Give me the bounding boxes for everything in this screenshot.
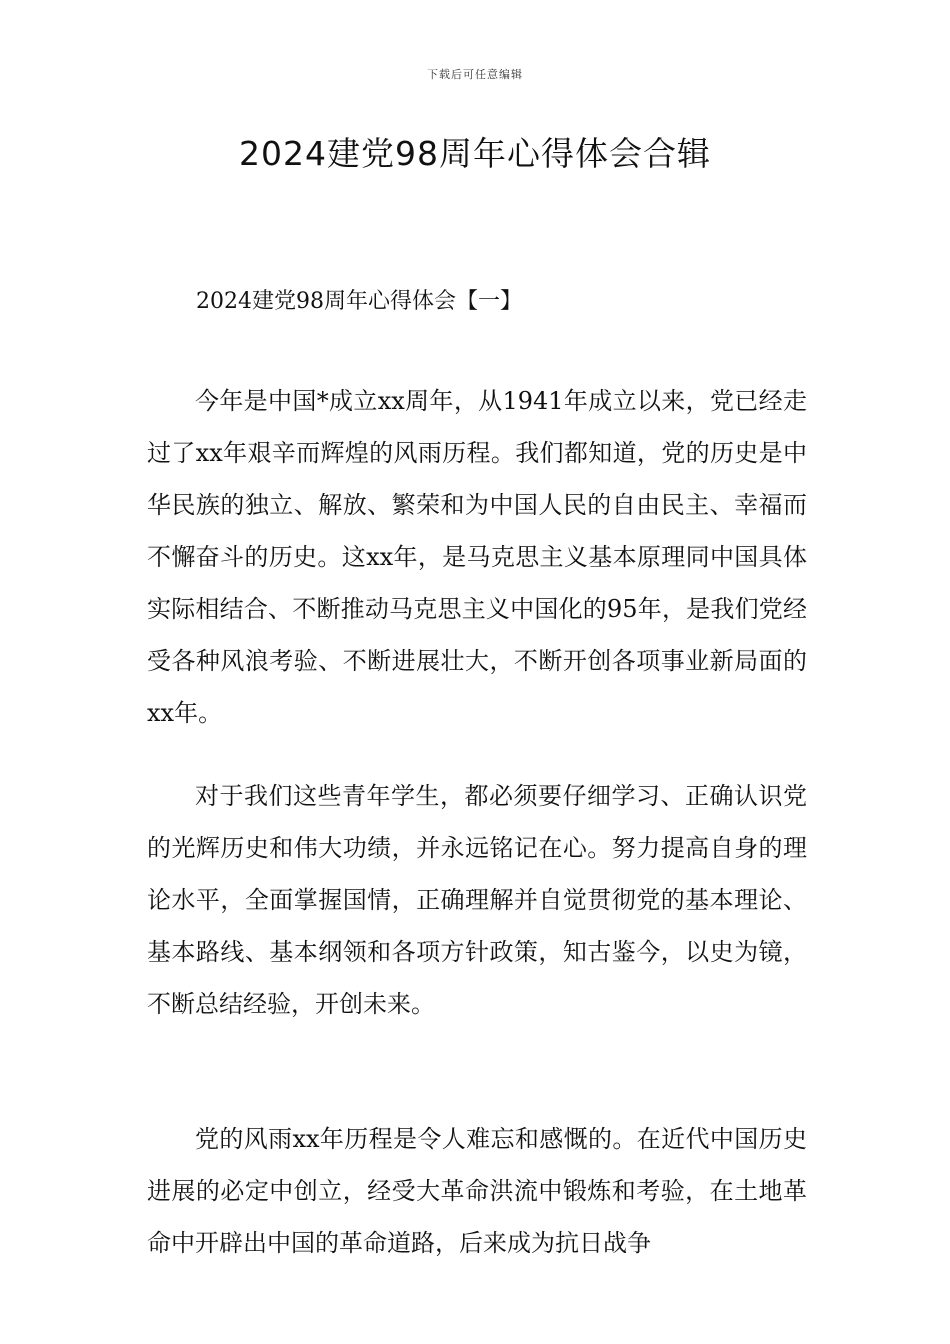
body-paragraph: 党的风雨xx年历程是令人难忘和感慨的。在近代中国历史进展的必定中创立，经受大革命洪流中锻炼和考验，在土地革命中开辟出中国的革命道路，后来成为抗日战争 bbox=[147, 1125, 807, 1257]
body-paragraph: 今年是中国*成立xx周年，从1941年成立以来，党已经走过了xx年艰辛而辉煌的风雨历程。我们都知道，党的历史是中华民族的独立、解放、繁荣和为中国人民的自由民主、幸福而不懈奋斗的历史。这xx年，是马克思主义基本原理同中国具体实际相结合、不断推动马克思主义中国化的95年，是我们党经受各种风浪考验、不断进展壮大，不断开创各项事业新局面的xx年。 bbox=[147, 387, 807, 727]
header-note: 下载后可任意编辑 bbox=[427, 68, 523, 81]
section-heading: 2024建党98周年心得体会【一】 bbox=[196, 289, 522, 314]
document-title: 2024建党98周年心得体会合辑 bbox=[239, 134, 711, 173]
body-paragraph: 对于我们这些青年学生，都必须要仔细学习、正确认识党的光辉历史和伟大功绩，并永远铭记在心。努力提高自身的理论水平，全面掌握国情，正确理解并自觉贯彻党的基本理论、基本路线、基本纲领和各项方针政策，知古鉴今，以史为镜，不断总结经验，开创未来。 bbox=[147, 782, 807, 1018]
